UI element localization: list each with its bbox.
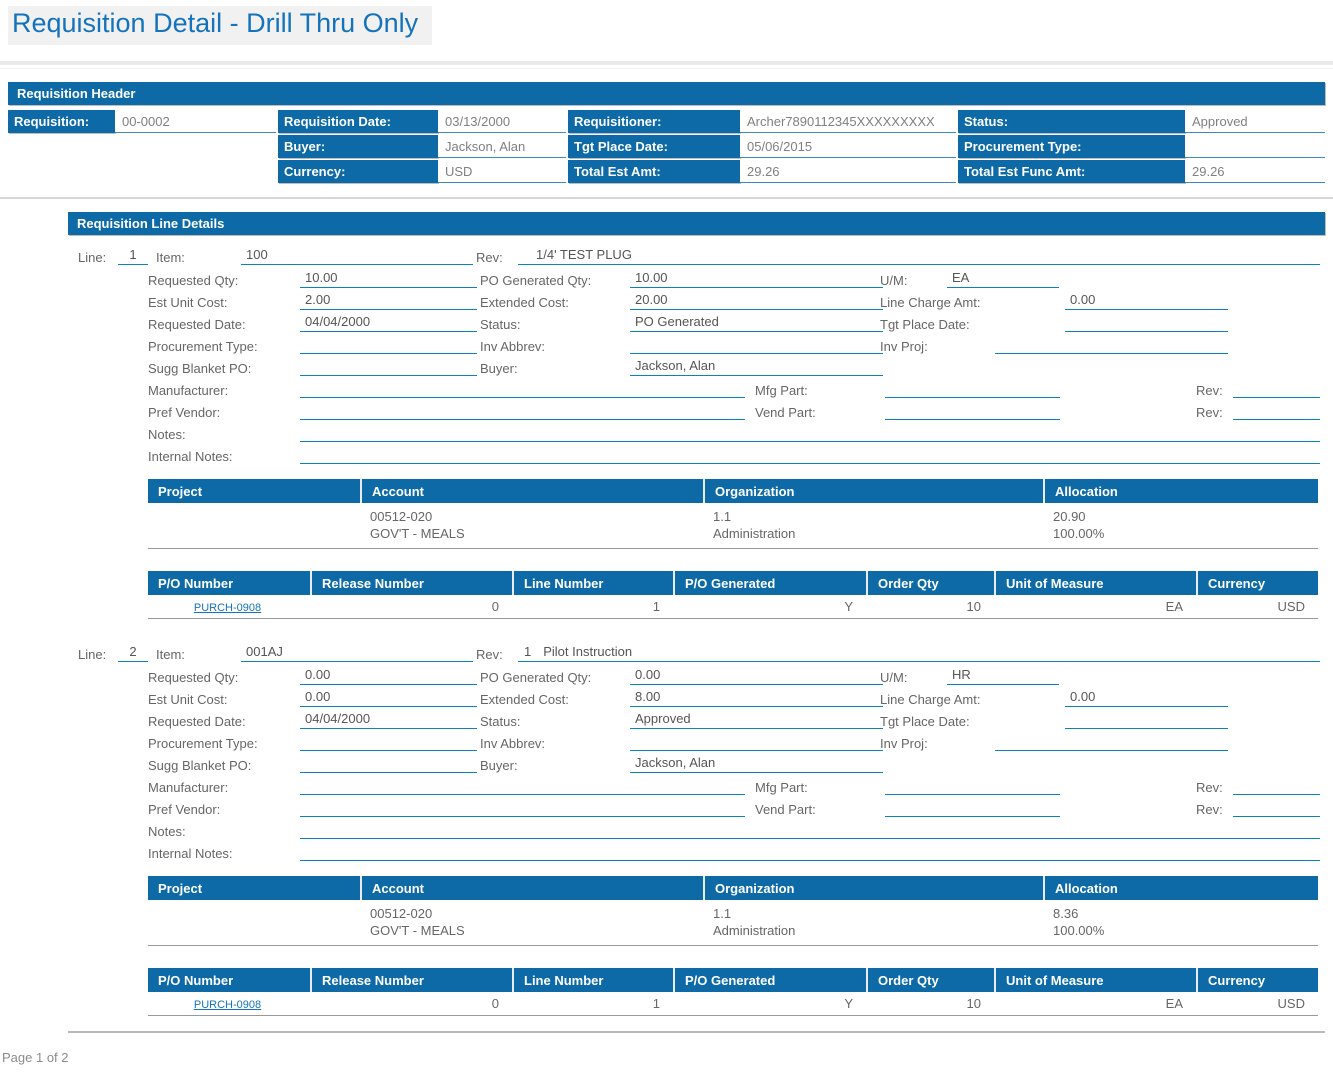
po-header-release: Release Number [310,571,512,595]
allocation-header-organization: Organization [703,876,1043,900]
allocation-amount: 20.90 [1053,509,1086,524]
vend-rev-value [1233,402,1320,420]
procurement-type-value [300,733,477,751]
inv-proj-label: Inv Proj: [880,339,928,354]
line-details-bottom-border [68,1031,1325,1033]
status-label: Status: [480,317,521,332]
requisition-line-details-title: Requisition Line Details [77,216,225,231]
po-number-link[interactable]: PURCH-0908 [193,602,262,614]
extended-cost-value: 8.00 [630,689,883,707]
field-row [148,795,1320,817]
po-table [148,968,1318,1016]
vend-part-value [885,402,1060,420]
manufacturer-value [300,380,745,398]
po-order-qty: 10 [866,992,994,1016]
mfg-part-label: Mfg Part: [755,383,808,398]
um-label: U/M: [880,670,908,685]
internal-notes-value [300,446,1320,464]
buyer-label: Buyer: [278,135,438,158]
mfg-part-value [885,777,1060,795]
allocation-header-account: Account [360,479,703,503]
requisition-header-title: Requisition Header [17,86,136,101]
org-name: Administration [713,526,796,541]
allocation-amount-cell [1043,503,1318,549]
field-row [148,398,1320,420]
po-currency: USD [1196,595,1318,619]
mfg-rev-value [1233,777,1320,795]
po-currency: USD [1196,992,1318,1016]
rev-description-field [518,247,1320,265]
buyer-label: Buyer: [480,758,518,773]
item-description: Pilot Instruction [543,644,633,659]
po-generated-flag: Y [673,595,866,619]
rev-label: Rev: [476,647,503,662]
org-name: Administration [713,923,796,938]
allocation-account-cell [360,503,703,549]
po-generated-qty-value: 0.00 [630,667,883,685]
header-group-dates [278,110,566,183]
allocation-project-cell [148,503,360,549]
header-group-requisition [8,110,276,133]
po-header-order-qty: Order Qty [866,571,994,595]
field-row [148,266,1320,288]
line-label: Line: [78,647,107,662]
item-label: Item: [156,250,185,265]
po-row [148,595,1318,619]
allocation-row [148,900,1318,946]
allocation-amount: 8.36 [1053,906,1079,921]
header-group-amounts [568,110,956,183]
requested-qty-label: Requested Qty: [148,273,239,288]
allocation-percent: 100.00% [1053,526,1105,541]
tgt-place-date-value [1065,711,1228,729]
line-number-value: 2 [118,644,148,662]
field-row [148,420,1320,442]
um-label: U/M: [880,273,908,288]
inv-proj-value [995,733,1228,751]
field-row [148,288,1320,310]
field-row [148,729,1320,751]
allocation-organization-cell [703,900,1043,946]
tgt-place-date-value [1065,314,1228,332]
org-id: 1.1 [713,509,732,524]
mfg-part-label: Mfg Part: [755,780,808,795]
field-row [148,773,1320,795]
po-order-qty: 10 [866,595,994,619]
requisition-line-details-bar [68,212,1325,235]
status-value: Approved [630,711,883,729]
po-header-uom: Unit of Measure [994,968,1196,992]
pref-vendor-label: Pref Vendor: [148,802,221,817]
pref-vendor-value [300,402,745,420]
manufacturer-label: Manufacturer: [148,780,229,795]
total-est-amt-label: Total Est Amt: [568,160,740,183]
mfg-rev-value [1233,380,1320,398]
allocation-amount-cell [1043,900,1318,946]
est-unit-cost-label: Est Unit Cost: [148,295,228,310]
po-header-line: Line Number [512,571,673,595]
po-header-line: Line Number [512,968,673,992]
inv-abbrev-value [630,336,883,354]
procurement-type-label: Procurement Type: [958,135,1185,158]
est-unit-cost-value: 0.00 [300,689,477,707]
pref-vendor-label: Pref Vendor: [148,405,221,420]
item-label: Item: [156,647,185,662]
um-value: EA [947,270,1059,288]
vend-part-value [885,799,1060,817]
mfg-part-value [885,380,1060,398]
field-row [148,332,1320,354]
allocation-table-wrap [148,479,1318,549]
title-divider-thin [0,68,1333,69]
po-generated-qty-label: PO Generated Qty: [480,670,592,685]
mfg-rev-label: Rev: [1196,383,1223,398]
extended-cost-value: 20.00 [630,292,883,310]
field-row [148,310,1320,332]
currency-value: USD [438,160,566,183]
field-row [148,354,1320,376]
po-header-release: Release Number [310,968,512,992]
po-header-uom: Unit of Measure [994,571,1196,595]
line-charge-amt-label: Line Charge Amt: [880,692,981,707]
field-row [148,707,1320,729]
account-id: 00512-020 [370,509,433,524]
po-header-generated: P/O Generated [673,968,866,992]
po-header-order-qty: Order Qty [866,968,994,992]
tgt-place-date-label: Tgt Place Date: [880,714,970,729]
field-row [148,817,1320,839]
line-charge-amt-label: Line Charge Amt: [880,295,981,310]
line-label: Line: [78,250,107,265]
line-item-rev-row [78,641,1320,662]
page-footer: Page 1 of 2 [2,1050,69,1065]
field-row [148,442,1320,464]
title-divider [0,61,1333,65]
um-value: HR [947,667,1059,685]
mfg-rev-label: Rev: [1196,780,1223,795]
total-est-amt-value: 29.26 [740,160,956,183]
line-block-2 [0,641,1333,1016]
internal-notes-value [300,843,1320,861]
manufacturer-label: Manufacturer: [148,383,229,398]
notes-value [300,821,1320,839]
requested-date-label: Requested Date: [148,714,246,729]
requisition-header-bar [8,82,1325,105]
buyer-label: Buyer: [480,361,518,376]
allocation-row [148,503,1318,549]
item-description: 1/4' TEST PLUG [536,247,632,262]
vend-rev-label: Rev: [1196,405,1223,420]
inv-abbrev-label: Inv Abbrev: [480,339,546,354]
po-header-number: P/O Number [148,968,310,992]
pref-vendor-value [300,799,745,817]
vend-rev-label: Rev: [1196,802,1223,817]
line-block-1 [0,244,1333,619]
internal-notes-label: Internal Notes: [148,449,233,464]
item-value: 100 [241,247,473,265]
requested-date-value: 04/04/2000 [300,711,477,729]
field-row [148,663,1320,685]
status-label: Status: [480,714,521,729]
allocation-project-cell [148,900,360,946]
status-value: PO Generated [630,314,883,332]
line-charge-amt-value: 0.00 [1065,292,1228,310]
est-unit-cost-label: Est Unit Cost: [148,692,228,707]
sugg-blanket-po-label: Sugg Blanket PO: [148,758,252,773]
po-header-currency: Currency [1196,968,1318,992]
extended-cost-label: Extended Cost: [480,295,569,310]
inv-proj-label: Inv Proj: [880,736,928,751]
allocation-percent: 100.00% [1053,923,1105,938]
tgt-place-date-label: Tgt Place Date: [880,317,970,332]
item-value: 001AJ [241,644,473,662]
rev-label: Rev: [476,250,503,265]
buyer-value: Jackson, Alan [438,135,566,158]
field-row [148,685,1320,707]
field-row [148,839,1320,861]
total-est-func-amt-label: Total Est Func Amt: [958,160,1185,183]
po-table-wrap [148,571,1318,619]
po-header-generated: P/O Generated [673,571,866,595]
allocation-header-project: Project [148,479,360,503]
allocation-table [148,479,1318,549]
header-separator [0,197,1333,199]
internal-notes-label: Internal Notes: [148,846,233,861]
po-number-link[interactable]: PURCH-0908 [193,999,262,1011]
notes-value [300,424,1320,442]
inv-proj-value [995,336,1228,354]
header-group-status [958,110,1325,183]
sugg-blanket-po-value [300,358,477,376]
line-number-value: 1 [118,247,148,265]
total-est-func-amt-value: 29.26 [1185,160,1325,183]
manufacturer-value [300,777,745,795]
po-table [148,571,1318,619]
rev-description-field [518,644,1320,662]
requisition-header-fields [8,110,1325,183]
procurement-type-label: Procurement Type: [148,339,258,354]
po-row [148,992,1318,1016]
vend-rev-value [1233,799,1320,817]
po-line-number: 1 [512,595,673,619]
requested-date-label: Requested Date: [148,317,246,332]
field-row [148,376,1320,398]
allocation-organization-cell [703,503,1043,549]
buyer-value: Jackson, Alan [630,755,883,773]
procurement-type-value [300,336,477,354]
allocation-account-cell [360,900,703,946]
po-header-number: P/O Number [148,571,310,595]
po-unit-of-measure: EA [994,595,1196,619]
requested-date-value: 04/04/2000 [300,314,477,332]
po-generated-qty-label: PO Generated Qty: [480,273,592,288]
po-generated-flag: Y [673,992,866,1016]
po-generated-qty-value: 10.00 [630,270,883,288]
requisition-label: Requisition: [8,110,115,133]
account-id: 00512-020 [370,906,433,921]
vend-part-label: Vend Part: [755,802,816,817]
page-title: Requisition Detail - Drill Thru Only [8,6,432,45]
requested-qty-value: 10.00 [300,270,477,288]
procurement-type-value [1185,135,1325,158]
requisitioner-value: Archer7890112345XXXXXXXXX [740,110,956,133]
status-value: Approved [1185,110,1325,133]
allocation-header-account: Account [360,876,703,900]
requisition-value: 00-0002 [115,110,276,133]
po-header-currency: Currency [1196,571,1318,595]
tgt-place-date-value: 05/06/2015 [740,135,956,158]
requested-qty-value: 0.00 [300,667,477,685]
currency-label: Currency: [278,160,438,183]
requisition-date-label: Requisition Date: [278,110,438,133]
allocation-header-allocation: Allocation [1043,876,1318,900]
allocation-header-organization: Organization [703,479,1043,503]
sugg-blanket-po-label: Sugg Blanket PO: [148,361,252,376]
extended-cost-label: Extended Cost: [480,692,569,707]
status-label: Status: [958,110,1185,133]
notes-label: Notes: [148,427,186,442]
po-release-number: 0 [310,992,512,1016]
allocation-header-allocation: Allocation [1043,479,1318,503]
requisitioner-label: Requisitioner: [568,110,740,133]
buyer-value: Jackson, Alan [630,358,883,376]
po-line-number: 1 [512,992,673,1016]
requisition-date-value: 03/13/2000 [438,110,566,133]
line-charge-amt-value: 0.00 [1065,689,1228,707]
allocation-header-project: Project [148,876,360,900]
po-table-wrap [148,968,1318,1016]
procurement-type-label: Procurement Type: [148,736,258,751]
line-item-rev-row [78,244,1320,265]
po-unit-of-measure: EA [994,992,1196,1016]
sugg-blanket-po-value [300,755,477,773]
po-release-number: 0 [310,595,512,619]
inv-abbrev-value [630,733,883,751]
account-name: GOV'T - MEALS [370,526,465,541]
est-unit-cost-value: 2.00 [300,292,477,310]
inv-abbrev-label: Inv Abbrev: [480,736,546,751]
requested-qty-label: Requested Qty: [148,670,239,685]
vend-part-label: Vend Part: [755,405,816,420]
tgt-place-date-label: Tgt Place Date: [568,135,740,158]
notes-label: Notes: [148,824,186,839]
org-id: 1.1 [713,906,732,921]
rev-value: 1 [524,644,532,659]
allocation-table-wrap [148,876,1318,946]
allocation-table [148,876,1318,946]
account-name: GOV'T - MEALS [370,923,465,938]
field-row [148,751,1320,773]
